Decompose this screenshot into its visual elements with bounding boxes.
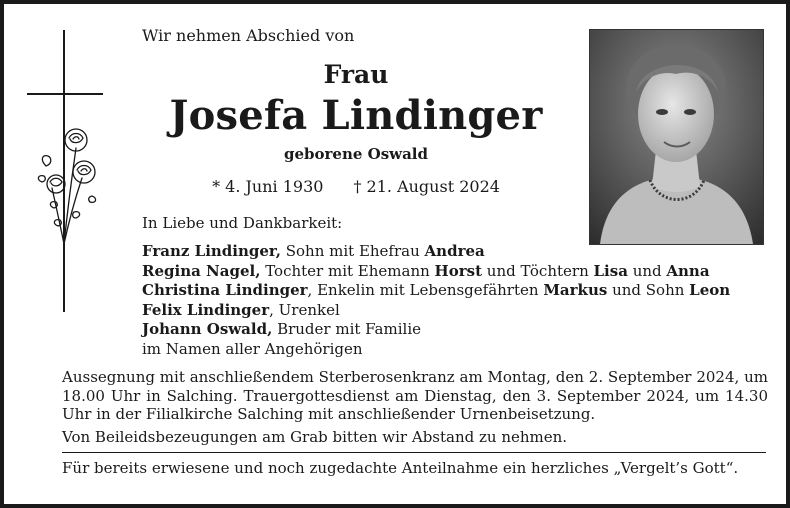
mourner-line (142, 281, 730, 301)
mourner-name: Lisa (593, 261, 628, 280)
thanks-line: Für bereits erwiesene und noch zugedachte Anteilnahme ein herzliches „Vergelt’s Gott“. (62, 459, 739, 477)
mourner-relation: Sohn mit Ehefrau (280, 242, 425, 260)
mourner-relation: Bruder mit Familie (272, 320, 421, 338)
mourner-relation: und Sohn (607, 281, 690, 299)
mourner-name: Franz Lindinger, (142, 242, 281, 260)
mourner-name: Johann Oswald, (142, 320, 273, 338)
mourner-line (142, 340, 730, 360)
divider (62, 452, 766, 453)
salutation: Frau (323, 60, 389, 89)
mourner-name: Leon (689, 281, 731, 299)
mourner-name: Andrea (424, 242, 485, 260)
condolence-note: Von Beileidsbezeugungen am Grab bitten wir Abstand zu nehmen. (62, 428, 568, 446)
mourner-name: Horst (434, 261, 483, 280)
mourners-list (142, 242, 730, 359)
deceased-name: Josefa Lindinger (169, 92, 543, 139)
life-dates (0, 177, 712, 196)
mourner-relation: , Urenkel (269, 300, 340, 319)
service-details: Aussegnung mit anschließendem Sterberosenkranz am Montag, den 2. September 2024, um 18.00 Uhr in Salching. Trauergottesdienst am Dienstag, den 3. September 2024, um 14.30 Uhr in der Filialkirche Salching mit anschließender Urnenbeisetzung. (62, 368, 768, 423)
mourner-name: Anna (666, 261, 710, 280)
mourner-line (142, 301, 730, 321)
birth-date: * 4. Juni 1930 (212, 177, 324, 196)
mourner-line (142, 320, 730, 340)
mourner-line (142, 242, 730, 262)
mourner-relation: und (627, 261, 667, 280)
mourner-name: Christina Lindinger (142, 281, 308, 299)
maiden-name: geborene Oswald (284, 145, 428, 163)
mourner-name: Regina Nagel, (142, 261, 261, 280)
mourner-relation: Tochter mit Ehemann (260, 261, 435, 280)
death-date: † 21. August 2024 (353, 177, 500, 196)
mourner-name: Markus (543, 281, 608, 299)
intro-line: Wir nehmen Abschied von (142, 26, 355, 45)
mourner-line (142, 262, 730, 282)
mourner-relation: und Töchtern (482, 261, 594, 280)
mourner-relation: im Namen aller Angehörigen (142, 339, 363, 358)
mourner-relation: , Enkelin mit Lebensgefährten (307, 281, 544, 299)
mourner-name: Felix Lindinger (142, 300, 270, 319)
dankbarkeit-line: In Liebe und Dankbarkeit: (142, 214, 343, 232)
